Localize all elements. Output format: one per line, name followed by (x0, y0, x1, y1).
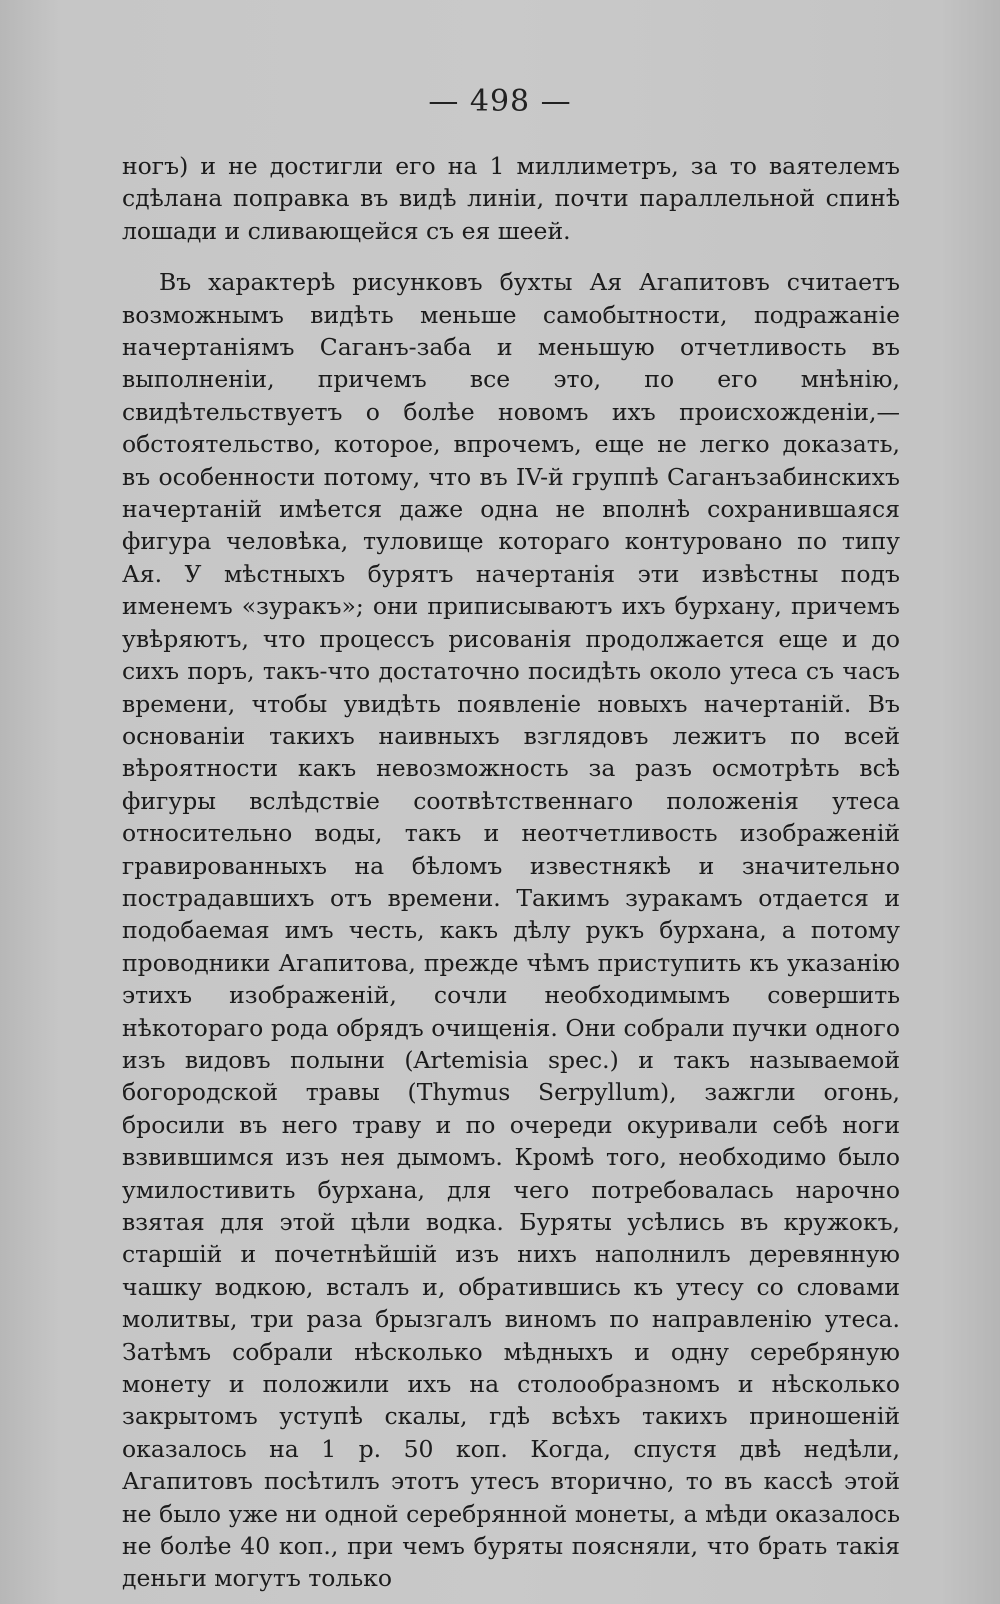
paragraph-main: Въ характерѣ рисунковъ бухты Ая Агапитовъ считаетъ возможнымъ видѣть меньше самобытности, подражаніе начертаніямъ Саганъ-заба и меньшую отчетливость въ выполненіи, причемъ все это, по его мнѣнію, свидѣтельствуетъ о болѣе новомъ ихъ происхожденіи,—обстоятельство, которое, впрочемъ, еще не легко доказать, въ особенности потому, что въ IV-й группѣ Саганъзабинскихъ начертаній имѣется даже одна не вполнѣ сохранившаяся фигура человѣка, туловище котораго контуровано по типу Ая. У мѣстныхъ бурятъ начертанія эти извѣстны подъ именемъ «зуракъ»; они приписываютъ ихъ бурхану, причемъ увѣряютъ, что процессъ рисованія продолжается еще и до сихъ поръ, такъ-что достаточно посидѣть около утеса съ часъ времени, чтобы увидѣть появленіе новыхъ начертаній. Въ основаніи такихъ наивныхъ взглядовъ лежитъ по всей вѣроятности какъ невозможность за разъ осмотрѣть всѣ фигуры вслѣдствіе соотвѣтственнаго положенія утеса относительно воды, такъ и неотчетливость изображеній гравированныхъ на бѣломъ известнякѣ и значительно пострадавшихъ отъ времени. Такимъ зуракамъ отдается и подобаемая имъ честь, какъ дѣлу рукъ бурхана, а потому проводники Агапитова, прежде чѣмъ приступить къ указанію этихъ изображеній, сочли необходимымъ совершить нѣкотораго рода обрядъ очищенія. Они собрали пучки одного изъ видовъ полыни (Artemisia spec.) и такъ называемой богородской травы (Thymus Serpyllum), зажгли огонь, бросили въ него траву и по очереди окуривали себѣ ноги взвившимся изъ нея дымомъ. Кромѣ того, необходимо было умилостивить бурхана, для чего потребовалась нарочно взятая для этой цѣли водка. Буряты усѣлись въ кружокъ, старшій и почетнѣйшій изъ нихъ наполнилъ деревянную чашку водкою, всталъ и, обратившись къ утесу со словами молитвы, три раза брызгалъ виномъ по направленію утеса. Затѣмъ собрали нѣсколько мѣдныхъ и одну серебряную монету и положили ихъ на столообразномъ и нѣсколько закрытомъ уступѣ скалы, гдѣ всѣхъ такихъ приношеній оказалось на 1 р. 50 коп. Когда, спустя двѣ недѣли, Агапитовъ посѣтилъ этотъ утесъ вторично, то въ кассѣ этой не было уже ни одной серебрянной монеты, а мѣди оказалось не болѣе 40 коп., при чемъ буряты поясняли, что брать такія деньги могутъ только (122, 268, 900, 1593)
body-text (122, 150, 900, 1595)
page-number: — 498 — (428, 84, 572, 119)
paragraph-continuation: ногъ) и не достигли его на 1 миллиметръ, за то ваятелемъ сдѣлана поправка въ видѣ линіи, почти параллельной спинѣ лошади и сливающейся съ ея шеей. (122, 152, 900, 245)
